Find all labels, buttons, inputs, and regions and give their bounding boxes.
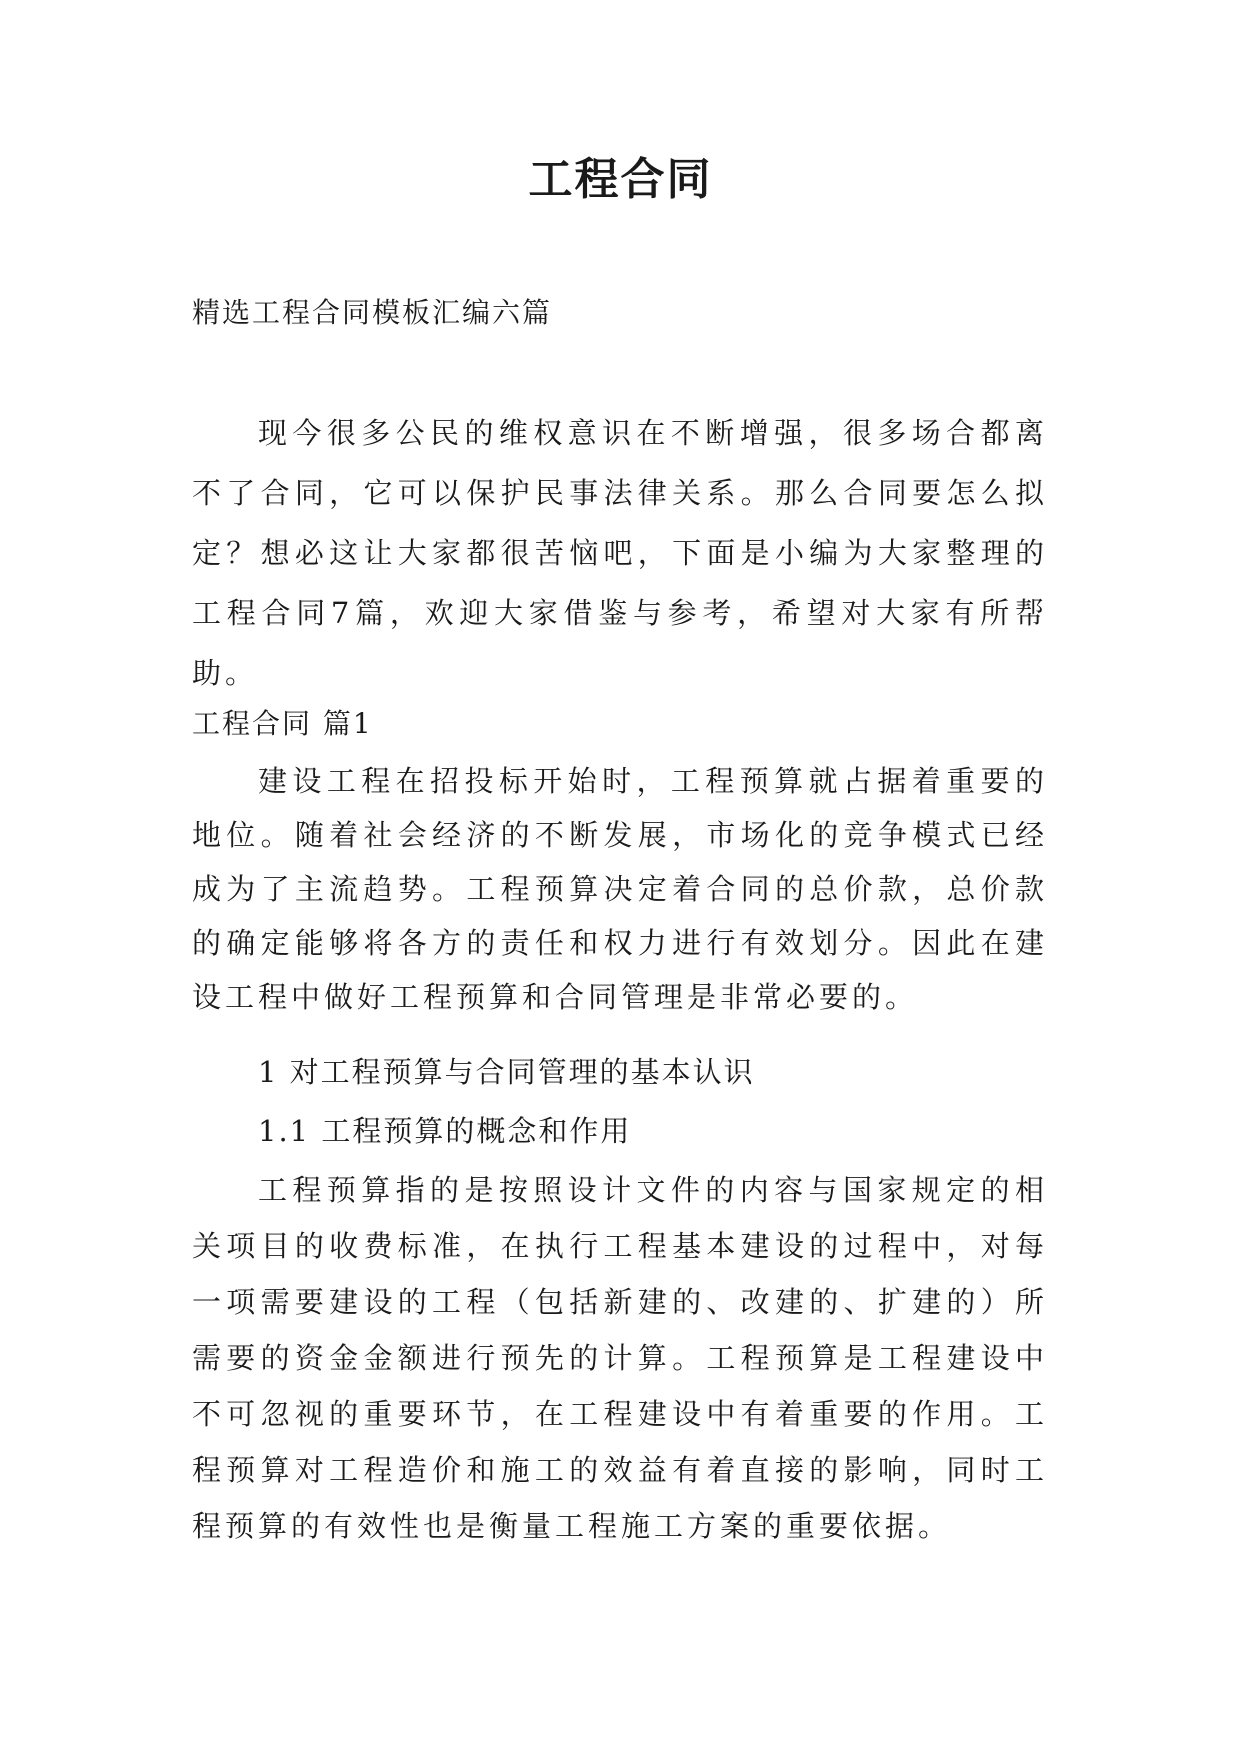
section-body-paragraph-2: 工程预算指的是按照设计文件的内容与国家规定的相关项目的收费标准，在执行工程基本建设的过程中，对每一项需要建设的工程（包括新建的、改建的、扩建的）所需要的资金金额进行预先的计算。工程预算是工程建设中不可忽视的重要环节，在工程建设中有着重要的作用。工程预算对工程造价和施工的效益有着直接的影响，同时工程预算的有效性也是衡量工程施工方案的重要依据。	[192, 1173, 1048, 1543]
subheading-1: 1 对工程预算与合同管理的基本认识	[258, 1055, 755, 1089]
document-title: 工程合同	[528, 154, 713, 205]
section-heading: 工程合同 篇1	[192, 707, 373, 740]
document-subtitle: 精选工程合同模板汇编六篇	[192, 296, 553, 329]
intro-paragraph: 现今很多公民的维权意识在不断增强，很多场合都离不了合同，它可以保护民事法律关系。那么合同要怎么拟定？想必这让大家都很苦恼吧，下面是小编为大家整理的工程合同7篇，欢迎大家借鉴与参考，希望对大家有所帮助。	[192, 416, 1048, 690]
subheading-1-1: 1.1 工程预算的概念和作用	[258, 1114, 632, 1148]
section-body-paragraph-1: 建设工程在招投标开始时，工程预算就占据着重要的地位。随着社会经济的不断发展，市场化的竞争模式已经成为了主流趋势。工程预算决定着合同的总价款，总价款的确定能够将各方的责任和权力进行有效划分。因此在建设工程中做好工程预算和合同管理是非常必要的。	[192, 764, 1048, 1014]
